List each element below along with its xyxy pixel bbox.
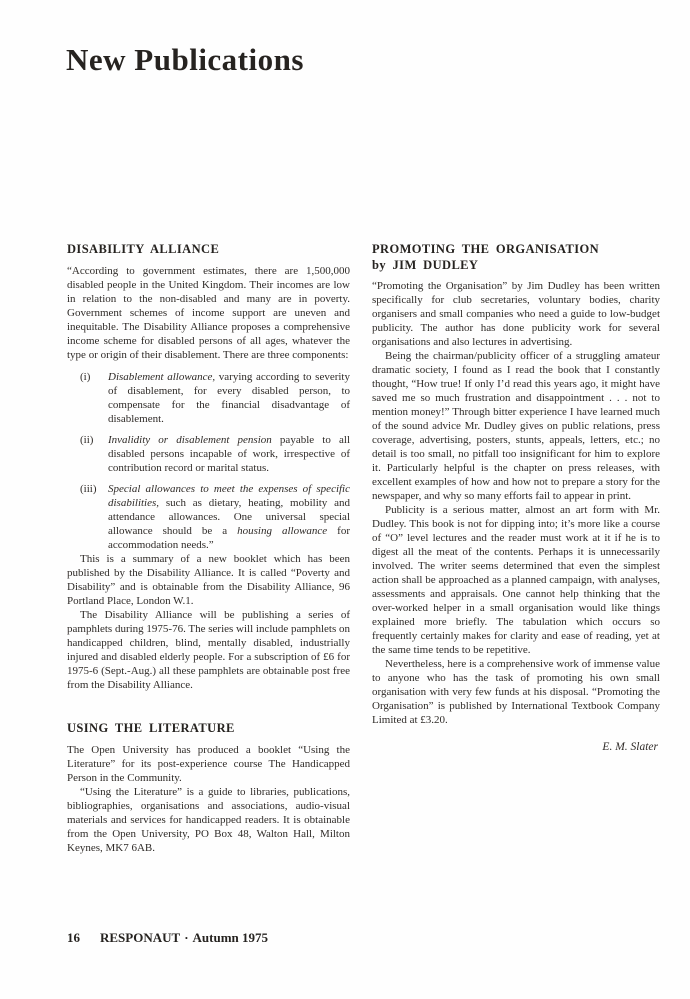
author-byline: E. M. Slater (602, 741, 658, 753)
article-paragraph: Publicity is a serious matter, almost an art form with Mr. Dudley. This book is not for dipping into; it’s more like a course of “O” level lectures and the reader must work at it if he is to digest all the meat of the contents. Perhaps it is unnecessarily involved. The writer seems determined that even the simplest action shall be approached as a planned campaign, with analyses, assessments and appraisals. One cannot help thinking that the over-worked helper in a small organisation would like things explained more briefly. The tabulation which occurs so frequently certainly makes for clarity and ease of reading, yet at the same time tends to be repetitive. (372, 504, 660, 656)
list-item-lead: Invalidity or disablement pension (108, 434, 272, 446)
article-paragraph: The Open University has produced a booklet “Using the Literature” for its post-experience course The Handicapped Person in the Community. (67, 744, 350, 784)
page-footer (67, 930, 268, 946)
list-item-text: payable to all disabled persons incapable of work, irrespective of contribution record or marital status. (108, 434, 350, 474)
issue-label: Autumn 1975 (192, 930, 269, 945)
article-paragraph: “Using the Literature” is a guide to libraries, publications, bibliographies, organisations and associations, audio-visual materials and services for handicapped readers. It is obtainable from the Open University, PO Box 48, Walton Hall, Milton Keynes, MK7 6AB. (67, 786, 350, 854)
list-item (67, 482, 350, 552)
page-number: 16 (67, 930, 80, 945)
article-promoting-the-organisation (372, 241, 660, 754)
article-disability-alliance (67, 241, 350, 692)
list-item (67, 433, 350, 475)
list-item-text: varying according to severity of disablement, for every disabled person, to compensate for the financial disadvantage of disablement. (108, 371, 350, 425)
article-heading-line2: by JIM DUDLEY (372, 258, 479, 272)
list-item-lead: Special allowances to meet the expenses of specific disabilities, (108, 483, 350, 509)
components-list (67, 370, 350, 552)
article-heading: DISABILITY ALLIANCE (67, 242, 220, 256)
article-heading-line1: PROMOTING THE ORGANISATION (372, 242, 600, 256)
list-marker: (iii) (80, 483, 97, 495)
list-marker: (i) (80, 371, 91, 383)
list-item-text: such as dietary, heating, mobility and attendance allowances. One universal special allowance should be a (108, 497, 350, 537)
list-item (67, 370, 350, 426)
article-paragraph: This is a summary of a new booklet which has been published by the Disability Alliance. It is called “Poverty and Disability” and is obtainable from the Disability Alliance, 96 Portland Place, London W.1. (67, 553, 350, 607)
article-heading: USING THE LITERATURE (67, 721, 235, 735)
list-item-lead: Disablement allowance, (108, 371, 216, 383)
two-column-layout (67, 241, 660, 855)
list-marker: (ii) (80, 434, 94, 446)
article-paragraph: Nevertheless, here is a comprehensive work of immense value to anyone who has the task of promoting his own small organisation with very few funds at his disposal. “Promoting the Organisation” is published by International Textbook Company Limited at £3.20. (372, 658, 660, 726)
list-item-emphasis: housing allowance (237, 525, 328, 537)
article-paragraph: “According to government estimates, there are 1,500,000 disabled people in the United Kingdom. Their incomes are low in relation to the non-disabled and many are in poverty. Government schemes of income support are uneven and inequitable. The Disability Alliance proposes a comprehensive income scheme for disabled persons of all ages, whatever the type or origin of their disablement. There are three components: (67, 265, 350, 361)
footer-separator: · (184, 930, 189, 945)
list-item-text: for accommodation needs.” (108, 525, 351, 551)
article-heading (372, 241, 660, 273)
right-column (372, 241, 660, 754)
article-paragraph: Being the chairman/publicity officer of a struggling amateur dramatic society, I found as I read the book that I constantly thought, “How true! If only I’d read this years ago, it might have saved me so much frustration and disappointment . . . not to mention money!” Through bitter experience I have learned much of the sound advice Mr. Dudley gives on public relations, press coverage, advertising, posters, stunts, appeals, letters, etc.; no detail is too small, no pitfall too insignificant for him to explore it. Particularly helpful is the chapter on press releases, with excellent examples of how and how not to prepare a story for the newspaper, and why so many efforts fail to appear in print. (372, 350, 660, 502)
left-column (67, 241, 350, 855)
page-title: New Publications (66, 42, 304, 77)
magazine-name: RESPONAUT (100, 930, 181, 945)
article-using-the-literature (67, 720, 350, 855)
article-paragraph: “Promoting the Organisation” by Jim Dudley has been written specifically for club secretaries, voluntary bodies, charity organisers and small companies who need a guide to low-budget publicity. The author has done publicity work for several organisations and also lectures in advertising. (372, 280, 660, 348)
article-paragraph: The Disability Alliance will be publishing a series of pamphlets during 1975-76. The series will include pamphlets on handicapped children, blind, mentally disabled, industrially injured and disabled elderly people. For a subscription of £6 for 1975-6 (Sept.-Aug.) all these pamphlets are obtainable post free from the Disability Alliance. (67, 609, 350, 691)
